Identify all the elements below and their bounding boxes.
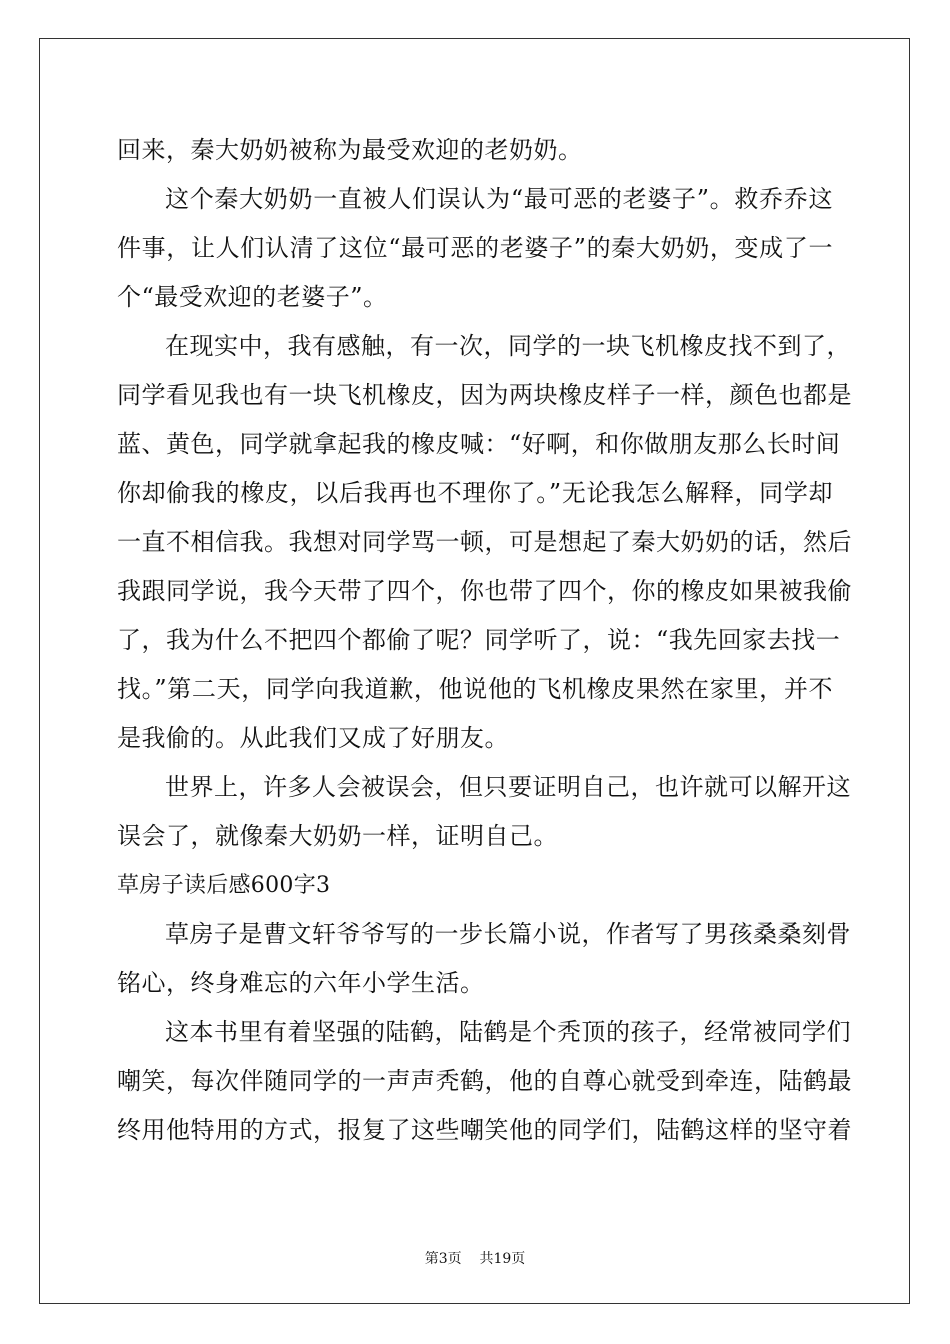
text-line: 了，我为什么不把四个都偷了呢？同学听了，说：“我先回家去找一 — [117, 626, 841, 654]
paragraph-line: 世界上，许多人会被误会，但只要证明自己，也许就可以解开这 — [165, 773, 851, 801]
paragraph-line: 这个秦大奶奶一直被人们误认为“最可恶的老婆子”。救乔乔这 — [165, 185, 833, 213]
text-line: 误会了，就像秦大奶奶一样，证明自己。 — [117, 822, 558, 850]
text-line: 你却偷我的橡皮，以后我再也不理你了。”无论我怎么解释，同学却 — [117, 479, 833, 507]
text-line: 一直不相信我。我想对同学骂一顿，可是想起了秦大奶奶的话，然后 — [117, 528, 852, 556]
text-line: 嘲笑，每次伴随同学的一声声秃鹤，他的自尊心就受到牵连，陆鹤最 — [117, 1067, 852, 1095]
text-line: 找。”第二天，同学向我道歉，他说他的飞机橡皮果然在家里，并不 — [117, 675, 833, 703]
page-number: 第3页 — [424, 1251, 462, 1267]
text-line: 是我偷的。从此我们又成了好朋友。 — [117, 724, 509, 752]
paragraph-line: 草房子是曹文轩爷爷写的一步长篇小说，作者写了男孩桑桑刻骨 — [165, 920, 851, 948]
text-line: 蓝、黄色，同学就拿起我的橡皮喊：“好啊，和你做朋友那么长时间 — [117, 430, 841, 458]
page-footer — [0, 1248, 950, 1268]
text-line: 终用他特用的方式，报复了这些嘲笑他的同学们，陆鹤这样的坚守着 — [117, 1116, 852, 1144]
text-line: 件事，让人们认清了这位“最可恶的老婆子”的秦大奶奶，变成了一 — [117, 234, 833, 262]
text-line: 个“最受欢迎的老婆子”。 — [117, 283, 388, 311]
document-body — [117, 126, 852, 1155]
section-heading: 草房子读后感600字3 — [117, 873, 331, 898]
text-line: 同学看见我也有一块飞机橡皮，因为两块橡皮样子一样，颜色也都是 — [117, 381, 852, 409]
text-line: 我跟同学说，我今天带了四个，你也带了四个，你的橡皮如果被我偷 — [117, 577, 852, 605]
text-line: 铭心，终身难忘的六年小学生活。 — [117, 969, 485, 997]
page-total: 共19页 — [479, 1251, 526, 1267]
paragraph-line: 在现实中，我有感触，有一次，同学的一块飞机橡皮找不到了， — [165, 332, 851, 360]
text-line: 回来，秦大奶奶被称为最受欢迎的老奶奶。 — [117, 136, 583, 164]
paragraph-line: 这本书里有着坚强的陆鹤，陆鹤是个秃顶的孩子，经常被同学们 — [165, 1018, 851, 1046]
